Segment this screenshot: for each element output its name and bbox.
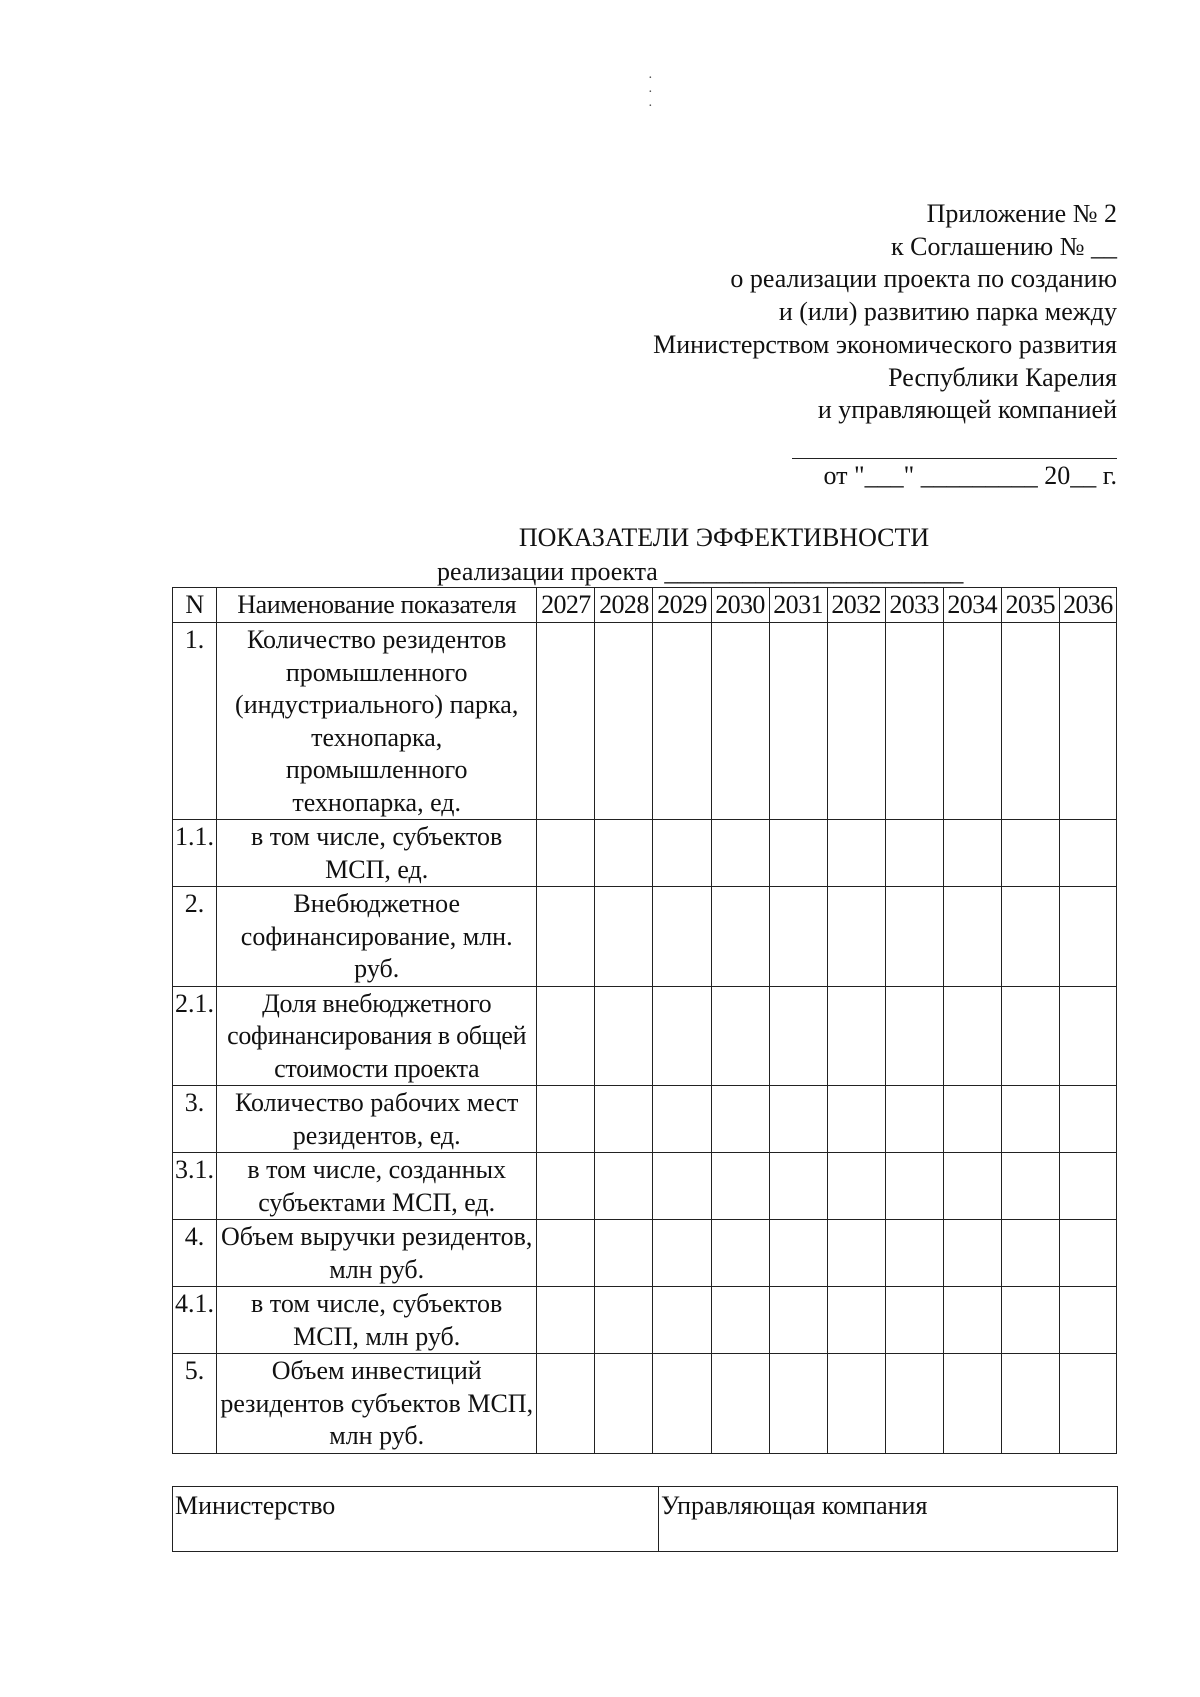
row-num: 5. xyxy=(173,1354,217,1454)
value-cell[interactable] xyxy=(1059,1354,1116,1454)
value-cell[interactable] xyxy=(1059,623,1116,820)
row-name: Объем выручки резидентов, млн руб. xyxy=(217,1220,537,1287)
header-year: 2027 xyxy=(537,588,595,623)
document-subtitle: реализации проекта _______________________ xyxy=(437,557,964,586)
row-name: Количество резидентов промышленного (индустриального) парка, технопарка, промышленного технопарка, ед. xyxy=(217,623,537,820)
value-cell[interactable] xyxy=(537,820,595,887)
header-year: 2031 xyxy=(769,588,827,623)
page-number-mark: · · · xyxy=(648,71,653,114)
header-year: 2030 xyxy=(711,588,769,623)
value-cell[interactable] xyxy=(595,1287,653,1354)
value-cell[interactable] xyxy=(769,1220,827,1287)
value-cell[interactable] xyxy=(1001,887,1059,987)
header-year: 2035 xyxy=(1001,588,1059,623)
value-cell[interactable] xyxy=(943,820,1001,887)
value-cell[interactable] xyxy=(595,1153,653,1220)
value-cell[interactable] xyxy=(653,1220,711,1287)
value-cell[interactable] xyxy=(943,623,1001,820)
row-num: 3. xyxy=(173,1086,217,1153)
value-cell[interactable] xyxy=(1001,820,1059,887)
indicators-table xyxy=(172,587,1117,1454)
table-row xyxy=(173,1153,1117,1220)
value-cell[interactable] xyxy=(711,1220,769,1287)
value-cell[interactable] xyxy=(827,986,885,1086)
value-cell[interactable] xyxy=(537,1220,595,1287)
value-cell[interactable] xyxy=(1059,1220,1116,1287)
value-cell[interactable] xyxy=(943,1220,1001,1287)
value-cell[interactable] xyxy=(595,623,653,820)
value-cell[interactable] xyxy=(769,820,827,887)
value-cell[interactable] xyxy=(595,1354,653,1454)
header-year: 2028 xyxy=(595,588,653,623)
value-cell[interactable] xyxy=(537,623,595,820)
value-cell[interactable] xyxy=(537,1153,595,1220)
value-cell[interactable] xyxy=(1059,820,1116,887)
blank-signature-line xyxy=(792,458,1117,459)
row-name: в том числе, субъектов МСП, ед. xyxy=(217,820,537,887)
row-name: Внебюджетное софинансирование, млн. руб. xyxy=(217,887,537,987)
signature-row xyxy=(173,1487,1118,1552)
value-cell[interactable] xyxy=(827,887,885,987)
value-cell[interactable] xyxy=(1059,1153,1116,1220)
row-num: 2. xyxy=(173,887,217,987)
value-cell[interactable] xyxy=(943,1354,1001,1454)
value-cell[interactable] xyxy=(769,986,827,1086)
table-row xyxy=(173,1086,1117,1153)
value-cell[interactable] xyxy=(711,1354,769,1454)
value-cell[interactable] xyxy=(1001,623,1059,820)
row-num: 1. xyxy=(173,623,217,820)
value-cell[interactable] xyxy=(711,623,769,820)
value-cell[interactable] xyxy=(827,1153,885,1220)
value-cell[interactable] xyxy=(885,1086,943,1153)
table-row xyxy=(173,1287,1117,1354)
value-cell[interactable] xyxy=(827,1354,885,1454)
value-cell[interactable] xyxy=(827,820,885,887)
value-cell[interactable] xyxy=(943,1086,1001,1153)
table-row xyxy=(173,820,1117,887)
header-name: Наименование показателя xyxy=(217,588,537,623)
value-cell[interactable] xyxy=(769,887,827,987)
appendix-line: и (или) развитию парка между xyxy=(778,297,1117,327)
value-cell[interactable] xyxy=(1001,1354,1059,1454)
value-cell[interactable] xyxy=(1059,986,1116,1086)
value-cell[interactable] xyxy=(769,1153,827,1220)
table-row xyxy=(173,1220,1117,1287)
value-cell[interactable] xyxy=(595,887,653,987)
value-cell[interactable] xyxy=(537,887,595,987)
value-cell[interactable] xyxy=(653,820,711,887)
value-cell[interactable] xyxy=(653,1153,711,1220)
value-cell[interactable] xyxy=(1001,986,1059,1086)
value-cell[interactable] xyxy=(885,887,943,987)
value-cell[interactable] xyxy=(885,1153,943,1220)
value-cell[interactable] xyxy=(711,1086,769,1153)
value-cell[interactable] xyxy=(827,1287,885,1354)
value-cell[interactable] xyxy=(1001,1086,1059,1153)
appendix-line: и управляющей компанией xyxy=(817,395,1117,425)
value-cell[interactable] xyxy=(711,887,769,987)
value-cell[interactable] xyxy=(1059,1287,1116,1354)
header-year: 2032 xyxy=(827,588,885,623)
signature-table xyxy=(172,1486,1118,1552)
appendix-line: к Соглашению № __ xyxy=(891,231,1117,261)
value-cell[interactable] xyxy=(827,1086,885,1153)
row-name: Количество рабочих мест резидентов, ед. xyxy=(217,1086,537,1153)
value-cell[interactable] xyxy=(1001,1153,1059,1220)
value-cell[interactable] xyxy=(653,887,711,987)
row-name: в том числе, созданных субъектами МСП, ед. xyxy=(217,1153,537,1220)
value-cell[interactable] xyxy=(885,1354,943,1454)
value-cell[interactable] xyxy=(1059,887,1116,987)
row-num: 4. xyxy=(173,1220,217,1287)
row-name: Объем инвестиций резидентов субъектов МСП, млн руб. xyxy=(217,1354,537,1454)
appendix-header xyxy=(653,198,1117,427)
value-cell[interactable] xyxy=(943,1153,1001,1220)
header-year: 2033 xyxy=(885,588,943,623)
value-cell[interactable] xyxy=(711,986,769,1086)
document-title: ПОКАЗАТЕЛИ ЭФФЕКТИВНОСТИ xyxy=(518,523,930,552)
table-row xyxy=(173,623,1117,820)
header-year: 2029 xyxy=(653,588,711,623)
row-num: 2.1. xyxy=(173,986,217,1086)
value-cell[interactable] xyxy=(943,887,1001,987)
value-cell[interactable] xyxy=(537,1354,595,1454)
value-cell[interactable] xyxy=(653,1086,711,1153)
value-cell[interactable] xyxy=(885,623,943,820)
value-cell[interactable] xyxy=(595,1220,653,1287)
appendix-line: Министерством экономического развития xyxy=(653,329,1117,359)
value-cell[interactable] xyxy=(1001,1287,1059,1354)
value-cell[interactable] xyxy=(769,1354,827,1454)
header-year: 2034 xyxy=(943,588,1001,623)
value-cell[interactable] xyxy=(653,1354,711,1454)
value-cell[interactable] xyxy=(537,1287,595,1354)
appendix-line: Республики Карелия xyxy=(888,362,1117,392)
row-num: 3.1. xyxy=(173,1153,217,1220)
value-cell[interactable] xyxy=(595,820,653,887)
table-row xyxy=(173,887,1117,987)
value-cell[interactable] xyxy=(537,1086,595,1153)
value-cell[interactable] xyxy=(711,820,769,887)
value-cell[interactable] xyxy=(653,986,711,1086)
value-cell[interactable] xyxy=(943,1287,1001,1354)
row-num: 1.1. xyxy=(173,820,217,887)
value-cell[interactable] xyxy=(769,623,827,820)
value-cell[interactable] xyxy=(595,986,653,1086)
row-num: 4.1. xyxy=(173,1287,217,1354)
value-cell[interactable] xyxy=(769,1086,827,1153)
header-year: 2036 xyxy=(1059,588,1116,623)
value-cell[interactable] xyxy=(595,1086,653,1153)
value-cell[interactable] xyxy=(827,623,885,820)
value-cell[interactable] xyxy=(885,986,943,1086)
header-num: N xyxy=(173,588,217,623)
value-cell[interactable] xyxy=(653,1287,711,1354)
table-header-row xyxy=(173,588,1117,623)
value-cell[interactable] xyxy=(885,820,943,887)
table-row xyxy=(173,1354,1117,1454)
value-cell[interactable] xyxy=(653,623,711,820)
value-cell[interactable] xyxy=(711,1153,769,1220)
table-row xyxy=(173,986,1117,1086)
value-cell[interactable] xyxy=(885,1220,943,1287)
value-cell[interactable] xyxy=(827,1220,885,1287)
ministry-signature-cell[interactable]: Министерство xyxy=(173,1487,659,1552)
value-cell[interactable] xyxy=(885,1287,943,1354)
value-cell[interactable] xyxy=(1001,1220,1059,1287)
row-name: в том числе, субъектов МСП, млн руб. xyxy=(217,1287,537,1354)
value-cell[interactable] xyxy=(769,1287,827,1354)
value-cell[interactable] xyxy=(711,1287,769,1354)
value-cell[interactable] xyxy=(537,986,595,1086)
appendix-line: Приложение № 2 xyxy=(926,199,1117,228)
row-name: Доля внебюджетного софинансирования в общей стоимости проекта xyxy=(217,986,537,1086)
value-cell[interactable] xyxy=(1059,1086,1116,1153)
value-cell[interactable] xyxy=(943,986,1001,1086)
agreement-date-line: от "___" _________ 20__ г. xyxy=(823,461,1117,490)
company-signature-cell[interactable]: Управляющая компания xyxy=(659,1487,1118,1552)
appendix-line: о реализации проекта по созданию xyxy=(730,264,1117,294)
